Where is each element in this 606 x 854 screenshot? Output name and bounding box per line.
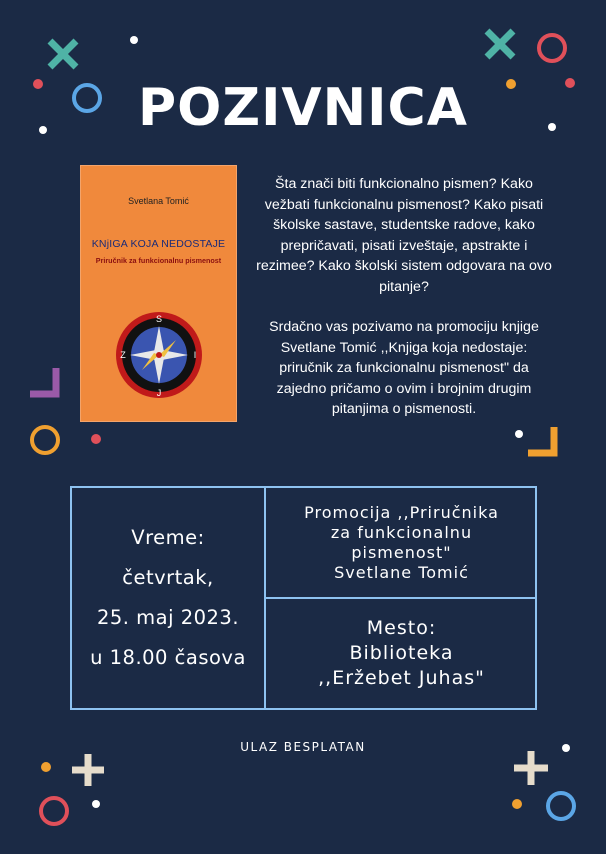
book-subtitle: Priručnik za funkcionalnu pismenost [95, 256, 222, 265]
page-title: POZIVNICA [138, 78, 468, 138]
event-day: četvrtak, [122, 566, 214, 589]
compass-icon [114, 310, 204, 400]
free-entry-note: ULAZ BESPLATAN [240, 740, 366, 754]
time-label: Vreme: [131, 526, 205, 549]
dot-icon [130, 36, 138, 44]
place-cell [266, 599, 537, 708]
teal-x-icon-top-right [487, 31, 513, 57]
plus-icon-bottom-right [514, 751, 548, 785]
book-author: Svetlana Tomić [128, 196, 189, 206]
blue-ring-icon-bottom [548, 793, 574, 819]
promo-line-1: Promocija ,,Priručnika [304, 502, 499, 522]
dot-icon [515, 430, 523, 438]
teal-x-icon-top-left [50, 41, 76, 67]
promo-line-4: Svetlane Tomić [334, 562, 469, 582]
coral-ring-icon-bottom [41, 798, 67, 824]
compass-n: S [155, 314, 163, 324]
dot-icon [92, 800, 100, 808]
place-label: Mesto: [366, 617, 437, 639]
compass-w: Z [120, 350, 126, 360]
orange-ring-icon [32, 427, 58, 453]
event-hour: u 18.00 časova [90, 646, 246, 669]
compass-e: I [193, 350, 197, 360]
description [256, 174, 552, 420]
plus-icon-bottom-left [72, 754, 104, 786]
book-cover [81, 166, 236, 421]
promotion-cell [266, 488, 537, 597]
compass-s: J [156, 388, 162, 398]
coral-ring-icon [539, 35, 565, 61]
dot-icon [91, 434, 101, 444]
book-title: KNjIGA KOJA NEDOSTAJE [91, 238, 226, 250]
event-time-cell [72, 488, 264, 708]
promo-line-2: za funkcionalnu [330, 522, 473, 542]
purple-corner-icon [30, 368, 56, 394]
place-line-1: Biblioteka [349, 642, 454, 664]
orange-corner-icon [528, 427, 554, 453]
place-line-2: ,,Eržebet Juhas" [318, 667, 485, 689]
promo-line-3: pismenost" [351, 542, 452, 562]
description-paragraph-2: Srdačno vas pozivamo na promociju knjige Svetlane Tomić ,,Knjiga koja nedostaje: priručnik za funkcionalnu pismenost" da zajedno pričamo o ovim i brojnim drugim pitanjima o pismenosti. [269, 319, 539, 417]
dot-icon [512, 799, 522, 809]
event-date: 25. maj 2023. [96, 606, 240, 629]
description-paragraph-1: Šta znači biti funkcionalno pismen? Kako vežbati funkcionalnu pismenost? Kako pisati školske sastave, studentske radove, kako prepričavati, pisati izveštaje, apstrakte i rezimee? Kako školski sistem odgovara na ovo pitanje? [256, 176, 552, 295]
dot-icon [41, 762, 51, 772]
